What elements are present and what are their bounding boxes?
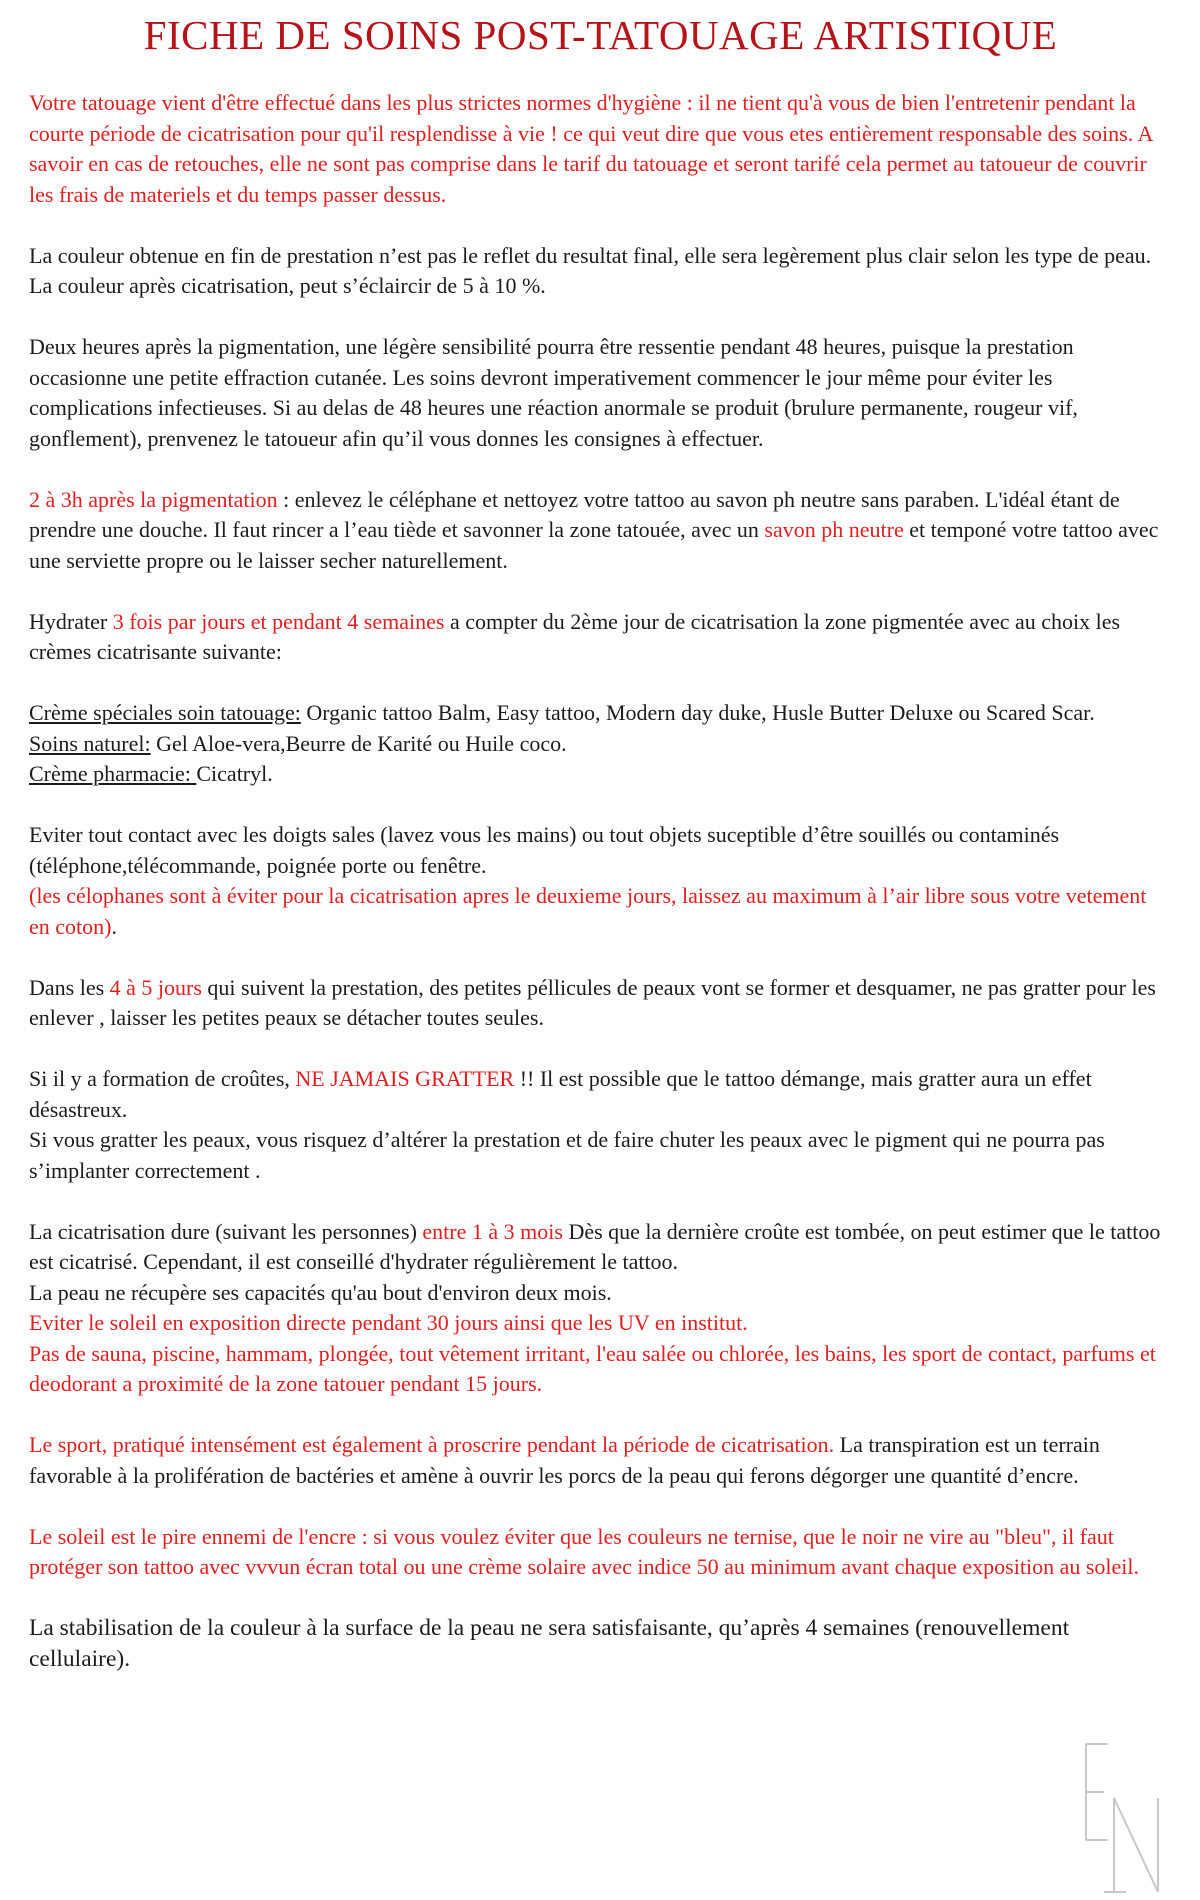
healing-text-2: Dès que la dernière croûte est tombée, on peut estimer que le tattoo est cicatrisé. Cependant, il est conseillé d'hydrater régulièrement le tattoo. xyxy=(29,1218,1161,1274)
contact-note: (les célophanes sont à éviter pour la cicatrisation apres le deuxieme jours, laissez au maximum à l’air libre sous votre vetement en coton) xyxy=(29,883,1147,939)
cream-item xyxy=(29,729,1172,760)
contact-end: . xyxy=(111,913,117,939)
cream-item xyxy=(29,698,1172,729)
intro-paragraph: Votre tatouage vient d'être effectué dans les plus strictes normes d'hygiène : il ne tient qu'à vous de bien l'entretenir pendant la courte période de cicatrisation pour qu'il resplendisse à vie ! ce qui veut dire que vous etes entièrement responsable des soins. A savoir en cas de retouches, elle ne sont pas comprise dans le tarif du tatouage et seront tarifé cela permet au tatoueur de couvrir les frais de materiels et du temps passer dessus. xyxy=(29,90,1153,207)
hydrate-paragraph xyxy=(29,607,1172,668)
hydrate-text-2: a compter du 2ème jour de cicatrisation la zone pigmentée avec au choix les crèmes cicatrisante suivante: xyxy=(29,608,1121,664)
stabilisation-paragraph: La stabilisation de la couleur à la surface de la peau ne sera satisfaisante, qu’après 4 semaines (renouvellement cellulaire). xyxy=(29,1615,1070,1672)
cream-products: Gel Aloe-vera,Beurre de Karité ou Huile coco. xyxy=(150,730,567,756)
page-title: FICHE DE SOINS POST-TATOUAGE ARTISTIQUE xyxy=(143,12,1058,58)
scab-text-2: !! Il est possible que le tattoo démange, mais gratter aura un effet désastreux. xyxy=(29,1066,1092,1122)
cleaning-text-2: et temponé votre tattoo avec une serviette propre ou le laisser secher naturellement. xyxy=(29,517,1159,573)
cream-category: Soins naturel: xyxy=(29,730,151,756)
cleaning-paragraph xyxy=(29,485,1172,577)
healing-duration: entre 1 à 3 mois xyxy=(422,1218,563,1244)
monogram-logo-icon xyxy=(1078,1740,1170,1896)
healing-line-2: La peau ne récupère ses capacités qu'au bout d'environ deux mois. xyxy=(29,1279,612,1305)
sport-warning: Le sport, pratiqué intensément est également à proscrire pendant la période de cicatrisation. xyxy=(29,1432,835,1457)
healing-paragraph xyxy=(29,1217,1172,1400)
cream-products: Organic tattoo Balm, Easy tattoo, Modern day duke, Husle Butter Deluxe ou Scared Scar. xyxy=(300,700,1095,725)
scab-paragraph xyxy=(29,1064,1172,1186)
care-instructions xyxy=(29,88,1172,1675)
peeling-days: 4 à 5 jours xyxy=(109,974,202,1000)
cream-item xyxy=(29,759,1172,790)
hydrate-frequency: 3 fois par jours et pendant 4 semaines xyxy=(112,608,445,634)
cream-products: Cicatryl. xyxy=(196,761,273,786)
scab-warning: NE JAMAIS GRATTER xyxy=(295,1066,515,1091)
scab-line-1 xyxy=(29,1064,1172,1125)
peeling-text-2: qui suivent la prestation, des petites péllicules de peaux vont se former et desquamer, ne pas gratter pour les enlever , laisser les petites peaux se détacher toutes seules. xyxy=(29,974,1156,1030)
sport-text: La transpiration est un terrain favorable à la prolifération de bactéries et amène à ouvrir les porcs de la peau qui ferons dégorger une quantité d’encre. xyxy=(29,1432,1100,1488)
peeling-text-1: Dans les xyxy=(29,974,110,1000)
sun-warning: Eviter le soleil en exposition directe pendant 30 jours ainsi que les UV en institut. xyxy=(29,1310,748,1335)
contact-paragraph xyxy=(29,820,1172,942)
contact-note-line xyxy=(29,881,1172,942)
sun-paragraph: Le soleil est le pire ennemi de l'encre : si vous voulez éviter que les couleurs ne ternise, que le noir ne vire au "bleu", il faut protéger son tattoo avec vvvun écran total ou une crème solaire avec indice 50 au minimum avant chaque exposition au soleil. xyxy=(29,1523,1140,1579)
activities-warning: Pas de sauna, piscine, hammam, plongée, tout vêtement irritant, l'eau salée ou chlorée, les bains, les sport de contact, parfums et deodorant a proximité de la zone tatouer pendant 15 jours. xyxy=(29,1340,1156,1396)
cream-list xyxy=(29,698,1172,790)
hydrate-text-1: Hydrater xyxy=(29,608,113,634)
sensitivity-paragraph: Deux heures après la pigmentation, une légère sensibilité pourra être ressentie pendant 48 heures, puisque la prestation occasionne une petite effraction cutanée. Les soins devront imperativement commencer le jour même pour éviter les complications infectieuses. Si au delas de 48 heures une réaction anormale se produit (brulure permanente, rougeur vif, gonflement), prenvenez le tatoueur afin qu’il vous donnes les consignes à effectuer. xyxy=(29,334,1078,451)
cleaning-soap: savon ph neutre xyxy=(764,517,904,542)
scab-text-1: Si il y a formation de croûtes, xyxy=(29,1066,296,1091)
sport-paragraph xyxy=(29,1430,1172,1491)
peeling-paragraph xyxy=(29,973,1172,1034)
contact-text: Eviter tout contact avec les doigts sales (lavez vous les mains) ou tout objets suceptible d’être souillés ou contaminés (téléphone,télécommande, poignée porte ou fenêtre. xyxy=(29,822,1060,878)
cleaning-timing: 2 à 3h après la pigmentation xyxy=(29,486,278,512)
scab-line-2: Si vous gratter les peaux, vous risquez d’altérer la prestation et de faire chuter les peaux avec le pigment qui ne pourra pas s’implanter correctement . xyxy=(29,1127,1105,1183)
cream-category: Crème pharmacie: xyxy=(29,761,197,786)
healing-text-1: La cicatrisation dure (suivant les personnes) xyxy=(29,1218,423,1244)
healing-line-1 xyxy=(29,1217,1172,1278)
cleaning-text-1: : enlevez le céléphane et nettoyez votre tattoo au savon ph neutre sans paraben. L'idéal étant de prendre une douche. Il faut rincer a l’eau tiède et savonner la zone tatouée, avec un xyxy=(29,486,1120,542)
color-paragraph: La couleur obtenue en fin de prestation n’est pas le reflet du resultat final, elle sera legèrement plus clair selon les type de peau. La couleur après cicatrisation, peut s’éclaircir de 5 à 10 %. xyxy=(29,242,1152,298)
cream-category: Crème spéciales soin tatouage: xyxy=(29,700,301,725)
